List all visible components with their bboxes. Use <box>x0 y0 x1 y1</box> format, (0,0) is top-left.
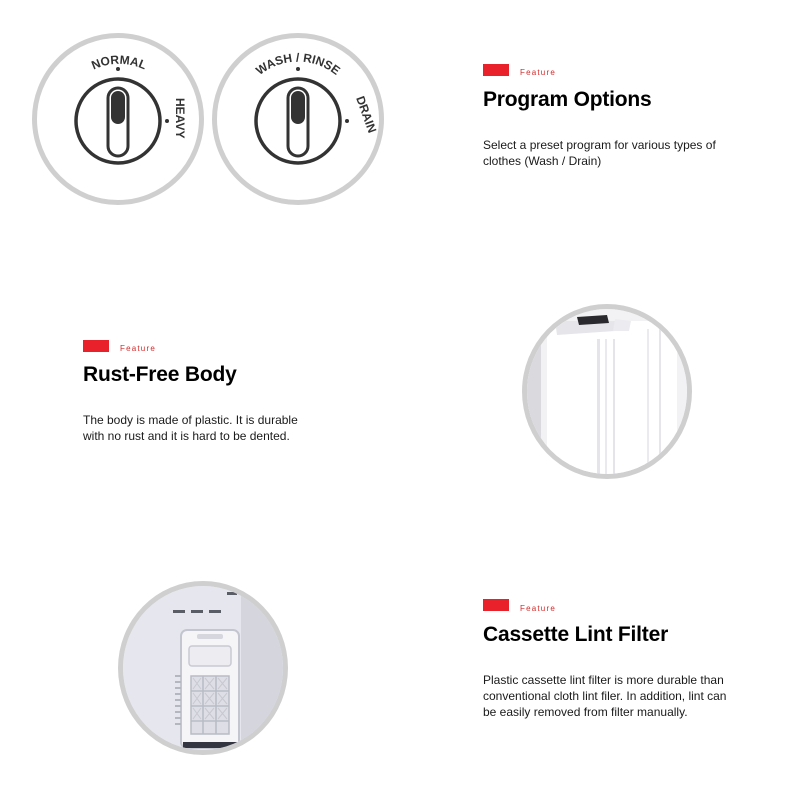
cassette-lint-filter-image <box>118 581 288 755</box>
feature-tag-label: Feature <box>520 68 556 77</box>
feature-title-cassette-lint-filter: Cassette Lint Filter <box>483 623 669 646</box>
rust-free-body-image <box>522 304 692 479</box>
feature-title-rust-free-body: Rust-Free Body <box>83 363 237 386</box>
feature-tag-label: Feature <box>520 604 556 613</box>
feature-desc-program-options: Select a preset program for various types of clothes (Wash / Drain) <box>483 138 716 168</box>
feature-desc-cassette-lint-filter: Plastic cassette lint filter is more durable than conventional cloth lint filer. In addition, lint can be easily removed from filter manually. <box>483 673 727 719</box>
program-dial-wash-drain <box>212 33 384 205</box>
dial-label-normal: NORMAL <box>89 52 149 73</box>
feature-tag-marker <box>483 64 509 76</box>
feature-tag-label: Feature <box>120 344 156 353</box>
feature-tag-marker <box>483 599 509 611</box>
dial-label-heavy: HEAVY <box>173 98 187 139</box>
program-dial-normal-heavy <box>32 33 204 205</box>
feature-tag-marker <box>83 340 109 352</box>
feature-desc-rust-free-body: The body is made of plastic. It is durable with no rust and it is hard to be dented. <box>83 413 298 443</box>
dial-label-drain: DRAIN <box>353 94 379 135</box>
feature-title-program-options: Program Options <box>483 88 652 111</box>
dial-label-wash-rinse: WASH / RINSE <box>253 50 343 78</box>
